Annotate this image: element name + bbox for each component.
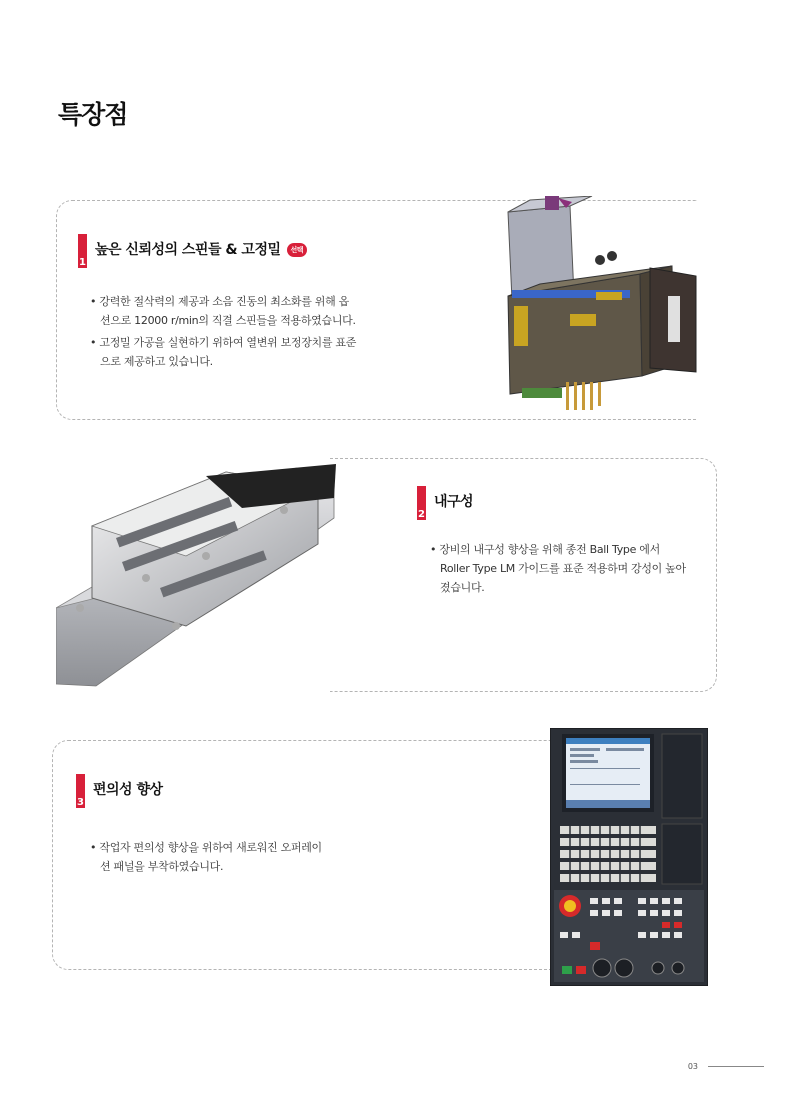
bullet-item: • 장비의 내구성 향상을 위해 종전 Ball Type 에서 Roller Type LM 가이드를 표준 적용하며 강성이 높아졌습니다.	[430, 543, 686, 594]
spindle-image	[500, 196, 706, 418]
section-number-marker	[78, 234, 87, 268]
section-title-wrap	[95, 239, 307, 259]
operation-panel-image	[550, 728, 708, 986]
section-number-marker	[76, 774, 85, 808]
section-title: 높은 신뢰성의 스핀들 & 고정밀	[95, 242, 281, 258]
section-3-header	[76, 774, 163, 808]
section-number: 2	[418, 509, 425, 520]
option-badge: 선택	[287, 243, 308, 257]
page-number: 03	[687, 1062, 698, 1071]
section-title: 내구성	[434, 494, 474, 510]
section-title: 편의성 향상	[93, 782, 163, 798]
section-3-bullets	[90, 838, 330, 876]
section-1-header	[78, 234, 307, 268]
footer-rule	[708, 1066, 764, 1067]
page-footer	[688, 1062, 764, 1071]
section-number-marker	[417, 486, 426, 520]
section-2-header	[417, 486, 473, 520]
section-number: 3	[77, 797, 84, 808]
bullet-item: • 강력한 절삭력의 제공과 소음 진동의 최소화를 위해 옵션으로 12000 r/min의 직결 스핀들을 적용하였습니다.	[90, 295, 356, 327]
page-title: 특장점	[58, 100, 128, 129]
bullet-item: • 작업자 편의성 향상을 위하여 새로워진 오퍼레이션 패널을 부착하였습니다.	[90, 841, 322, 873]
bullet-item: • 고정밀 가공을 실현하기 위하여 열변위 보정장치를 표준으로 제공하고 있습니다.	[90, 336, 357, 368]
section-2-bullets	[430, 540, 690, 597]
section-number: 1	[79, 257, 86, 268]
section-1-bullets	[90, 292, 358, 371]
lm-guide-image	[56, 458, 336, 688]
